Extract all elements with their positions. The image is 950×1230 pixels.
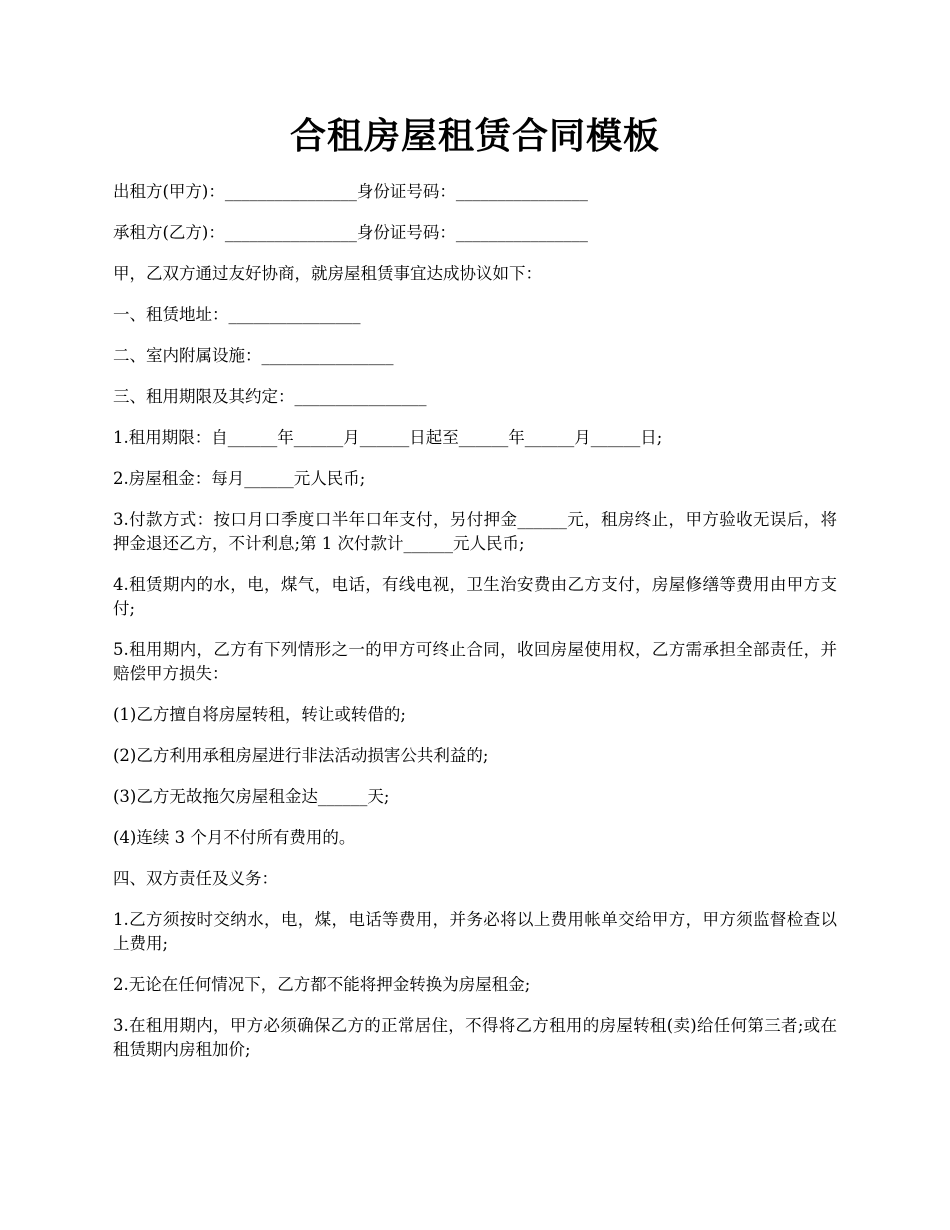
clause-rent: 2.房屋租金：每月______元人民币; — [113, 469, 366, 488]
termination-item-2: (2)乙方利用承租房屋进行非法活动损害公共利益的; — [113, 746, 489, 765]
intro-paragraph: 甲，乙双方通过友好协商，就房屋租赁事宜达成协议如下： — [113, 264, 542, 283]
section-4-heading: 四、双方责任及义务： — [113, 869, 278, 888]
duty-clause-3: 3.在租用期内，甲方必须确保乙方的正常居住，不得将乙方租用的房屋转租(卖)给任何第三者;或在租赁期内房租加价; — [113, 1016, 837, 1059]
termination-item-3: (3)乙方无故拖欠房屋租金达______天; — [113, 787, 390, 806]
clause-termination: 5.租用期内，乙方有下列情形之一的甲方可终止合同，收回房屋使用权，乙方需承担全部责任，并赔偿甲方损失： — [113, 640, 837, 683]
clause-lease-term: 1.租用期限：自______年______月______日起至______年______月______日; — [113, 428, 663, 447]
clause-utilities: 4.租赁期内的水，电，煤气，电话，有线电视，卫生治安费由乙方支付，房屋修缮等费用由甲方支付; — [113, 575, 837, 618]
party-b-line: 承租方(乙方)：________________身份证号码：________________ — [113, 223, 588, 242]
termination-item-1: (1)乙方擅自将房屋转租，转让或转借的; — [113, 705, 406, 724]
clause-payment: 3.付款方式：按口月口季度口半年口年支付，另付押金______元，租房终止，甲方验收无误后，将押金退还乙方，不计利息;第 1 次付款计______元人民币; — [113, 510, 837, 553]
party-a-line: 出租方(甲方)：________________身份证号码：________________ — [113, 182, 588, 201]
section-1-address: 一、租赁地址：________________ — [113, 305, 361, 324]
termination-item-4: (4)连续 3 个月不付所有费用的。 — [113, 828, 356, 847]
section-3-heading: 三、租用期限及其约定：________________ — [113, 387, 427, 406]
duty-clause-1: 1.乙方须按时交纳水，电，煤，电话等费用，并务必将以上费用帐单交给甲方，甲方须监督检查以上费用; — [113, 910, 837, 953]
section-2-facilities: 二、室内附属设施：________________ — [113, 346, 394, 365]
duty-clause-2: 2.无论在任何情况下，乙方都不能将押金转换为房屋租金; — [113, 975, 531, 994]
document-title: 合租房屋租赁合同模板 — [289, 115, 660, 157]
document-body — [113, 180, 837, 1079]
